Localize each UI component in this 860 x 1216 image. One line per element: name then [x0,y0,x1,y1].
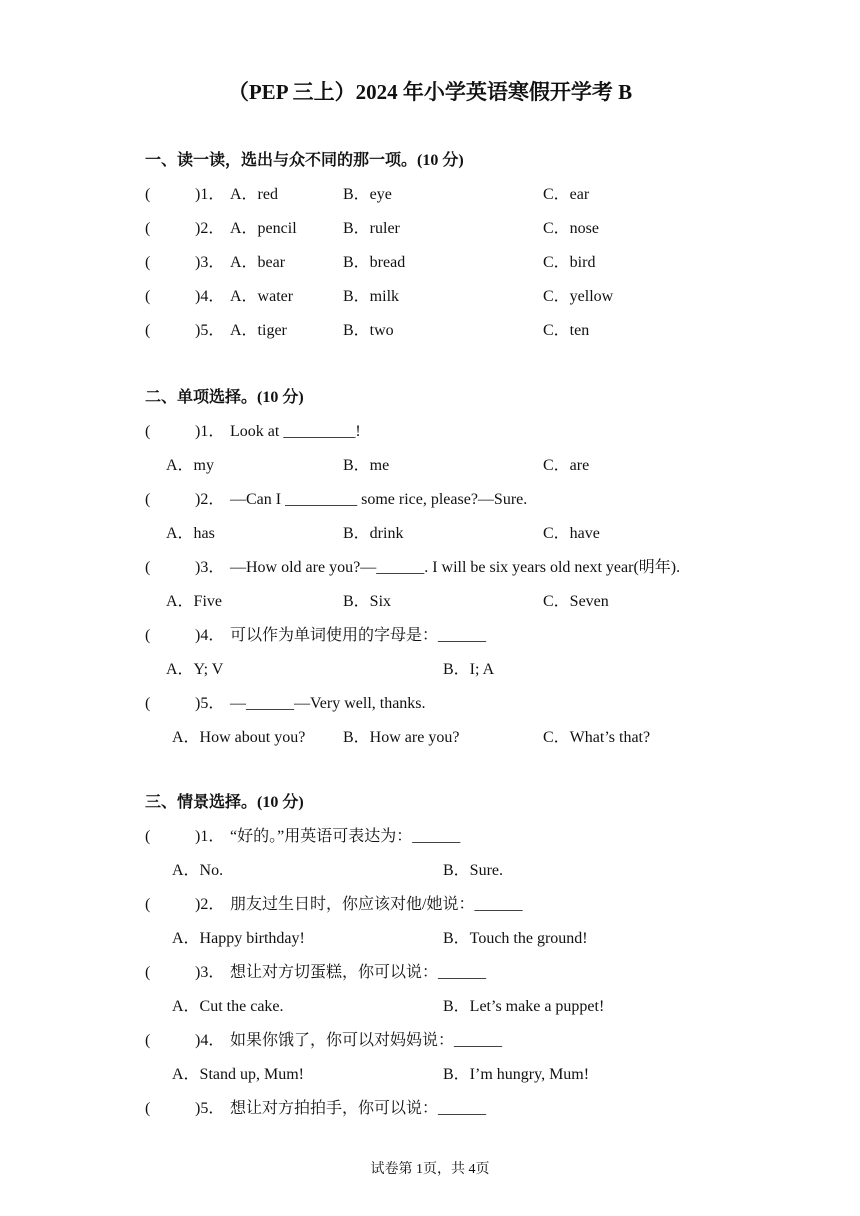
option-b: B．ruler [343,220,400,237]
option-b: B．me [343,457,390,474]
answer-blank-close: ) [195,288,201,305]
option-a: A．Stand up, Mum! [172,1066,305,1083]
question-stem: 可以作为单词使用的字母是：______ [230,627,487,644]
question-stem: 想让对方切蛋糕，你可以说：______ [230,964,487,981]
option-c: C．Seven [543,593,609,610]
answer-blank-close: ) [195,322,201,339]
answer-blank-open[interactable]: ( [145,254,151,271]
question-row [145,483,785,517]
question-stem: “好的。”用英语可表达为：______ [230,828,461,845]
answer-blank-close: ) [195,220,201,237]
answer-blank-close: ) [195,254,201,271]
option-b: B．eye [343,186,392,203]
option-a: A．Five [166,593,223,610]
answer-blank-close: ) [195,423,201,440]
question-stem: 朋友过生日时，你应该对他/她说：______ [230,896,523,913]
option-c: C．ear [543,186,590,203]
option-a: A．my [166,457,215,474]
option-b: B．I’m hungry, Mum! [443,1066,590,1083]
answer-blank-close: ) [195,1100,201,1117]
option-c: C．are [543,457,590,474]
answer-blank-open[interactable]: ( [145,695,151,712]
option-c: C．ten [543,322,590,339]
page-footer: 试卷第 1页，共 4页 [370,1162,490,1177]
question-number: 5． [200,322,225,339]
option-b: B．milk [343,288,400,305]
answer-blank-open[interactable]: ( [145,423,151,440]
question-row [145,246,785,280]
options-row [145,721,785,755]
question-number: 1． [200,423,225,440]
answer-blank-open[interactable]: ( [145,559,151,576]
question-stem: 如果你饿了，你可以对妈妈说：______ [230,1032,503,1049]
question-number: 5． [200,1100,225,1117]
option-b: B．two [343,322,394,339]
option-a: A．tiger [230,322,287,339]
question-row [145,687,785,721]
options-row [145,990,785,1024]
options-row [145,449,785,483]
answer-blank-open[interactable]: ( [145,964,151,981]
option-a: A．Cut the cake. [172,998,284,1015]
section-heading: 一、读一读，选出与众不同的那一项。(10 分) [145,152,464,169]
option-a: A．bear [230,254,286,271]
answer-blank-open[interactable]: ( [145,896,151,913]
answer-blank-close: ) [195,186,201,203]
option-c: C．bird [543,254,596,271]
question-stem: —Can I _________ some rice, please?—Sure. [230,491,528,508]
option-b: B．I; A [443,661,495,678]
question-number: 2． [200,491,225,508]
question-row [145,280,785,314]
option-a: A．No. [172,862,224,879]
question-row [145,415,785,449]
option-a: A．How about you? [172,729,306,746]
answer-blank-close: ) [195,828,201,845]
answer-blank-open[interactable]: ( [145,288,151,305]
answer-blank-open[interactable]: ( [145,627,151,644]
options-row [145,653,785,687]
answer-blank-close: ) [195,896,201,913]
question-row [145,212,785,246]
answer-blank-close: ) [195,559,201,576]
answer-blank-close: ) [195,491,201,508]
options-row [145,854,785,888]
option-a: A．red [230,186,278,203]
question-row [145,820,785,854]
option-c: C．What’s that? [543,729,651,746]
option-b: B．Sure. [443,862,504,879]
question-row [145,1024,785,1058]
option-b: B．How are you? [343,729,460,746]
answer-blank-open[interactable]: ( [145,828,151,845]
option-a: A．Y; V [166,661,224,678]
question-stem: —______—Very well, thanks. [230,695,426,712]
question-row [145,178,785,212]
option-b: B．Touch the ground! [443,930,588,947]
section-heading: 三、情景选择。(10 分) [145,794,304,811]
option-b: B．bread [343,254,406,271]
options-row [145,922,785,956]
answer-blank-open[interactable]: ( [145,1100,151,1117]
question-number: 4． [200,288,225,305]
question-number: 1． [200,828,225,845]
answer-blank-open[interactable]: ( [145,220,151,237]
option-b: B．Let’s make a puppet! [443,998,605,1015]
answer-blank-open[interactable]: ( [145,186,151,203]
question-number: 2． [200,220,225,237]
option-c: C．nose [543,220,600,237]
section-1 [145,144,785,348]
question-number: 5． [200,695,225,712]
question-row [145,619,785,653]
question-number: 4． [200,627,225,644]
question-number: 3． [200,254,225,271]
options-row [145,517,785,551]
question-number: 2． [200,896,225,913]
question-number: 3． [200,559,225,576]
options-row [145,1058,785,1092]
option-a: A．Happy birthday! [172,930,305,947]
question-row [145,956,785,990]
section-2 [145,381,785,755]
option-c: C．have [543,525,600,542]
answer-blank-open[interactable]: ( [145,322,151,339]
section-3 [145,786,785,1126]
answer-blank-close: ) [195,964,201,981]
question-number: 3． [200,964,225,981]
answer-blank-close: ) [195,695,201,712]
option-a: A．pencil [230,220,297,237]
answer-blank-open[interactable]: ( [145,491,151,508]
page-title: （PEP 三上）2024 年小学英语寒假开学考 B [227,80,633,104]
question-number: 1． [200,186,225,203]
question-stem: Look at _________! [230,423,361,440]
question-row [145,1092,785,1126]
question-row [145,551,785,585]
option-b: B．Six [343,593,392,610]
question-number: 4． [200,1032,225,1049]
option-a: A．water [230,288,294,305]
options-row [145,585,785,619]
answer-blank-open[interactable]: ( [145,1032,151,1049]
question-row [145,888,785,922]
question-stem: —How old are you?—______. I will be six years old next year(明年). [230,559,681,576]
option-c: C．yellow [543,288,614,305]
section-heading: 二、单项选择。(10 分) [145,389,304,406]
question-row [145,314,785,348]
answer-blank-close: ) [195,1032,201,1049]
answer-blank-close: ) [195,627,201,644]
option-b: B．drink [343,525,404,542]
question-stem: 想让对方拍拍手，你可以说：______ [230,1100,487,1117]
option-a: A．has [166,525,215,542]
